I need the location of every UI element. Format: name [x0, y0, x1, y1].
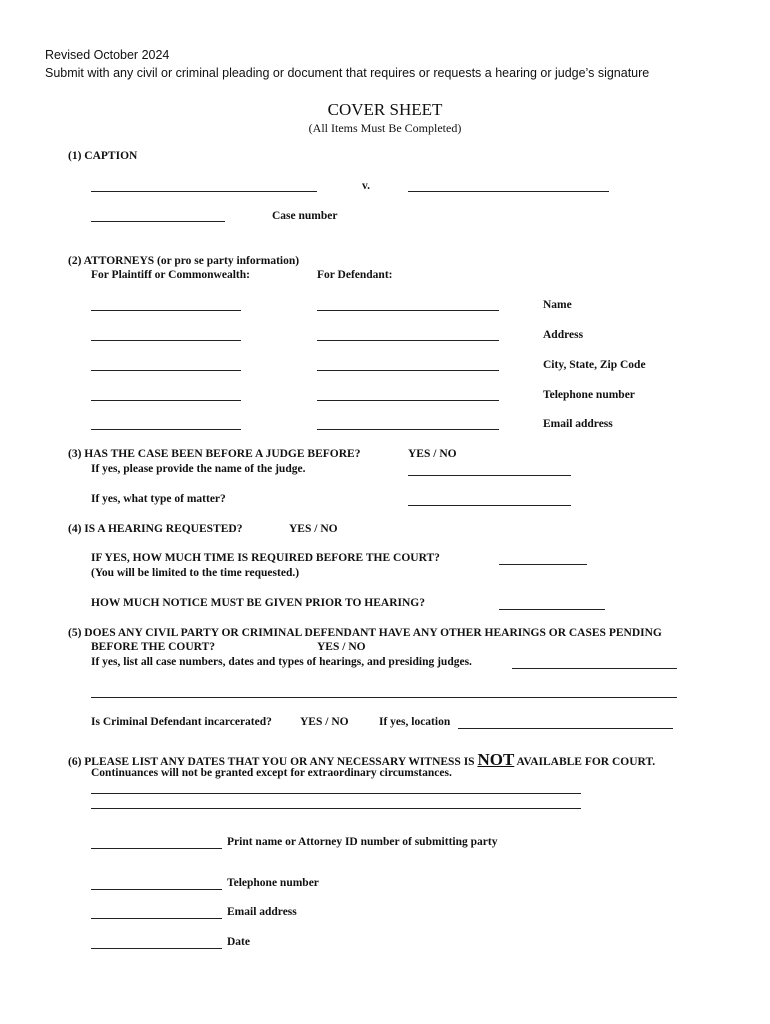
pending-cases-instructions: If yes, list all case numbers, dates and types of hearings, and presiding judges.	[91, 656, 472, 668]
pending-cases-yesno[interactable]: YES / NO	[317, 641, 366, 653]
defendant-address-field[interactable]	[317, 340, 499, 341]
pending-cases-field[interactable]	[512, 668, 677, 669]
judge-name-label: If yes, please provide the name of the judge.	[91, 463, 306, 475]
prior-judge-heading: (3) HAS THE CASE BEEN BEFORE A JUDGE BEFORE?	[68, 448, 361, 460]
submitter-email-label: Email address	[227, 906, 297, 918]
versus-label: v.	[362, 180, 370, 192]
unavailable-dates-field-1[interactable]	[91, 793, 581, 794]
defendant-name-field[interactable]	[317, 310, 499, 311]
submitter-email-field[interactable]	[91, 918, 222, 919]
notice-question: HOW MUCH NOTICE MUST BE GIVEN PRIOR TO HEARING?	[91, 597, 425, 609]
city-row-label: City, State, Zip Code	[543, 359, 646, 371]
attorneys-heading: (2) ATTORNEYS (or pro se party information)	[68, 255, 300, 267]
plaintiff-email-field[interactable]	[91, 429, 241, 430]
caption-plaintiff-field[interactable]	[91, 191, 317, 192]
caption-defendant-field[interactable]	[408, 191, 609, 192]
incarcerated-question: Is Criminal Defendant incarcerated?	[91, 716, 272, 728]
caption-heading: (1) CAPTION	[68, 150, 138, 162]
continuance-note: Continuances will not be granted except for extraordinary circumstances.	[91, 767, 452, 779]
plaintiff-city-field[interactable]	[91, 370, 241, 371]
unavailable-dates-field-2[interactable]	[91, 808, 581, 809]
print-name-label: Print name or Attorney ID number of submitting party	[227, 836, 498, 848]
page-subtitle: (All Items Must Be Completed)	[308, 121, 462, 135]
plaintiff-name-field[interactable]	[91, 310, 241, 311]
name-row-label: Name	[543, 299, 572, 311]
unavailable-heading-start: (6) PLEASE LIST ANY DATES THAT YOU OR ANY NECESSARY WITNESS IS	[68, 756, 475, 768]
email-row-label: Email address	[543, 418, 613, 430]
page-title: COVER SHEET	[327, 100, 443, 119]
print-name-field[interactable]	[91, 848, 222, 849]
time-required-question: IF YES, HOW MUCH TIME IS REQUIRED BEFORE THE COURT?	[91, 552, 440, 564]
submitter-phone-field[interactable]	[91, 889, 222, 890]
defendant-column-label: For Defendant:	[317, 269, 393, 281]
judge-name-field[interactable]	[408, 475, 571, 476]
hearing-requested-heading: (4) IS A HEARING REQUESTED?	[68, 523, 243, 535]
address-row-label: Address	[543, 329, 584, 341]
pending-cases-heading-line2: BEFORE THE COURT?	[91, 641, 215, 653]
not-emphasis: NOT	[477, 750, 515, 769]
submission-instructions: Submit with any civil or criminal pleading or document that requires or requests a hearing or judge’s signature	[45, 66, 650, 80]
defendant-city-field[interactable]	[317, 370, 499, 371]
time-limit-note: (You will be limited to the time requested.)	[91, 567, 300, 579]
defendant-email-field[interactable]	[317, 429, 499, 430]
plaintiff-phone-field[interactable]	[91, 400, 241, 401]
submitter-phone-label: Telephone number	[227, 877, 319, 889]
case-number-label: Case number	[272, 210, 338, 222]
date-field[interactable]	[91, 948, 222, 949]
matter-type-field[interactable]	[408, 505, 571, 506]
pending-cases-field-line2[interactable]	[91, 697, 677, 698]
incarcerated-yesno[interactable]: YES / NO	[300, 716, 349, 728]
defendant-phone-field[interactable]	[317, 400, 499, 401]
notice-field[interactable]	[499, 609, 605, 610]
matter-type-label: If yes, what type of matter?	[91, 493, 226, 505]
case-number-field[interactable]	[91, 221, 225, 222]
plaintiff-address-field[interactable]	[91, 340, 241, 341]
location-field[interactable]	[458, 728, 673, 729]
prior-judge-yesno[interactable]: YES / NO	[408, 448, 457, 460]
unavailable-heading-end: AVAILABLE FOR COURT.	[516, 756, 656, 768]
phone-row-label: Telephone number	[543, 389, 635, 401]
revision-date: Revised October 2024	[45, 48, 170, 62]
pending-cases-heading: (5) DOES ANY CIVIL PARTY OR CRIMINAL DEFENDANT HAVE ANY OTHER HEARINGS OR CASES PENDING	[68, 627, 662, 639]
hearing-requested-yesno[interactable]: YES / NO	[289, 523, 338, 535]
date-label: Date	[227, 936, 250, 948]
location-label: If yes, location	[379, 716, 451, 728]
time-required-field[interactable]	[499, 564, 587, 565]
plaintiff-column-label: For Plaintiff or Commonwealth:	[91, 269, 250, 281]
